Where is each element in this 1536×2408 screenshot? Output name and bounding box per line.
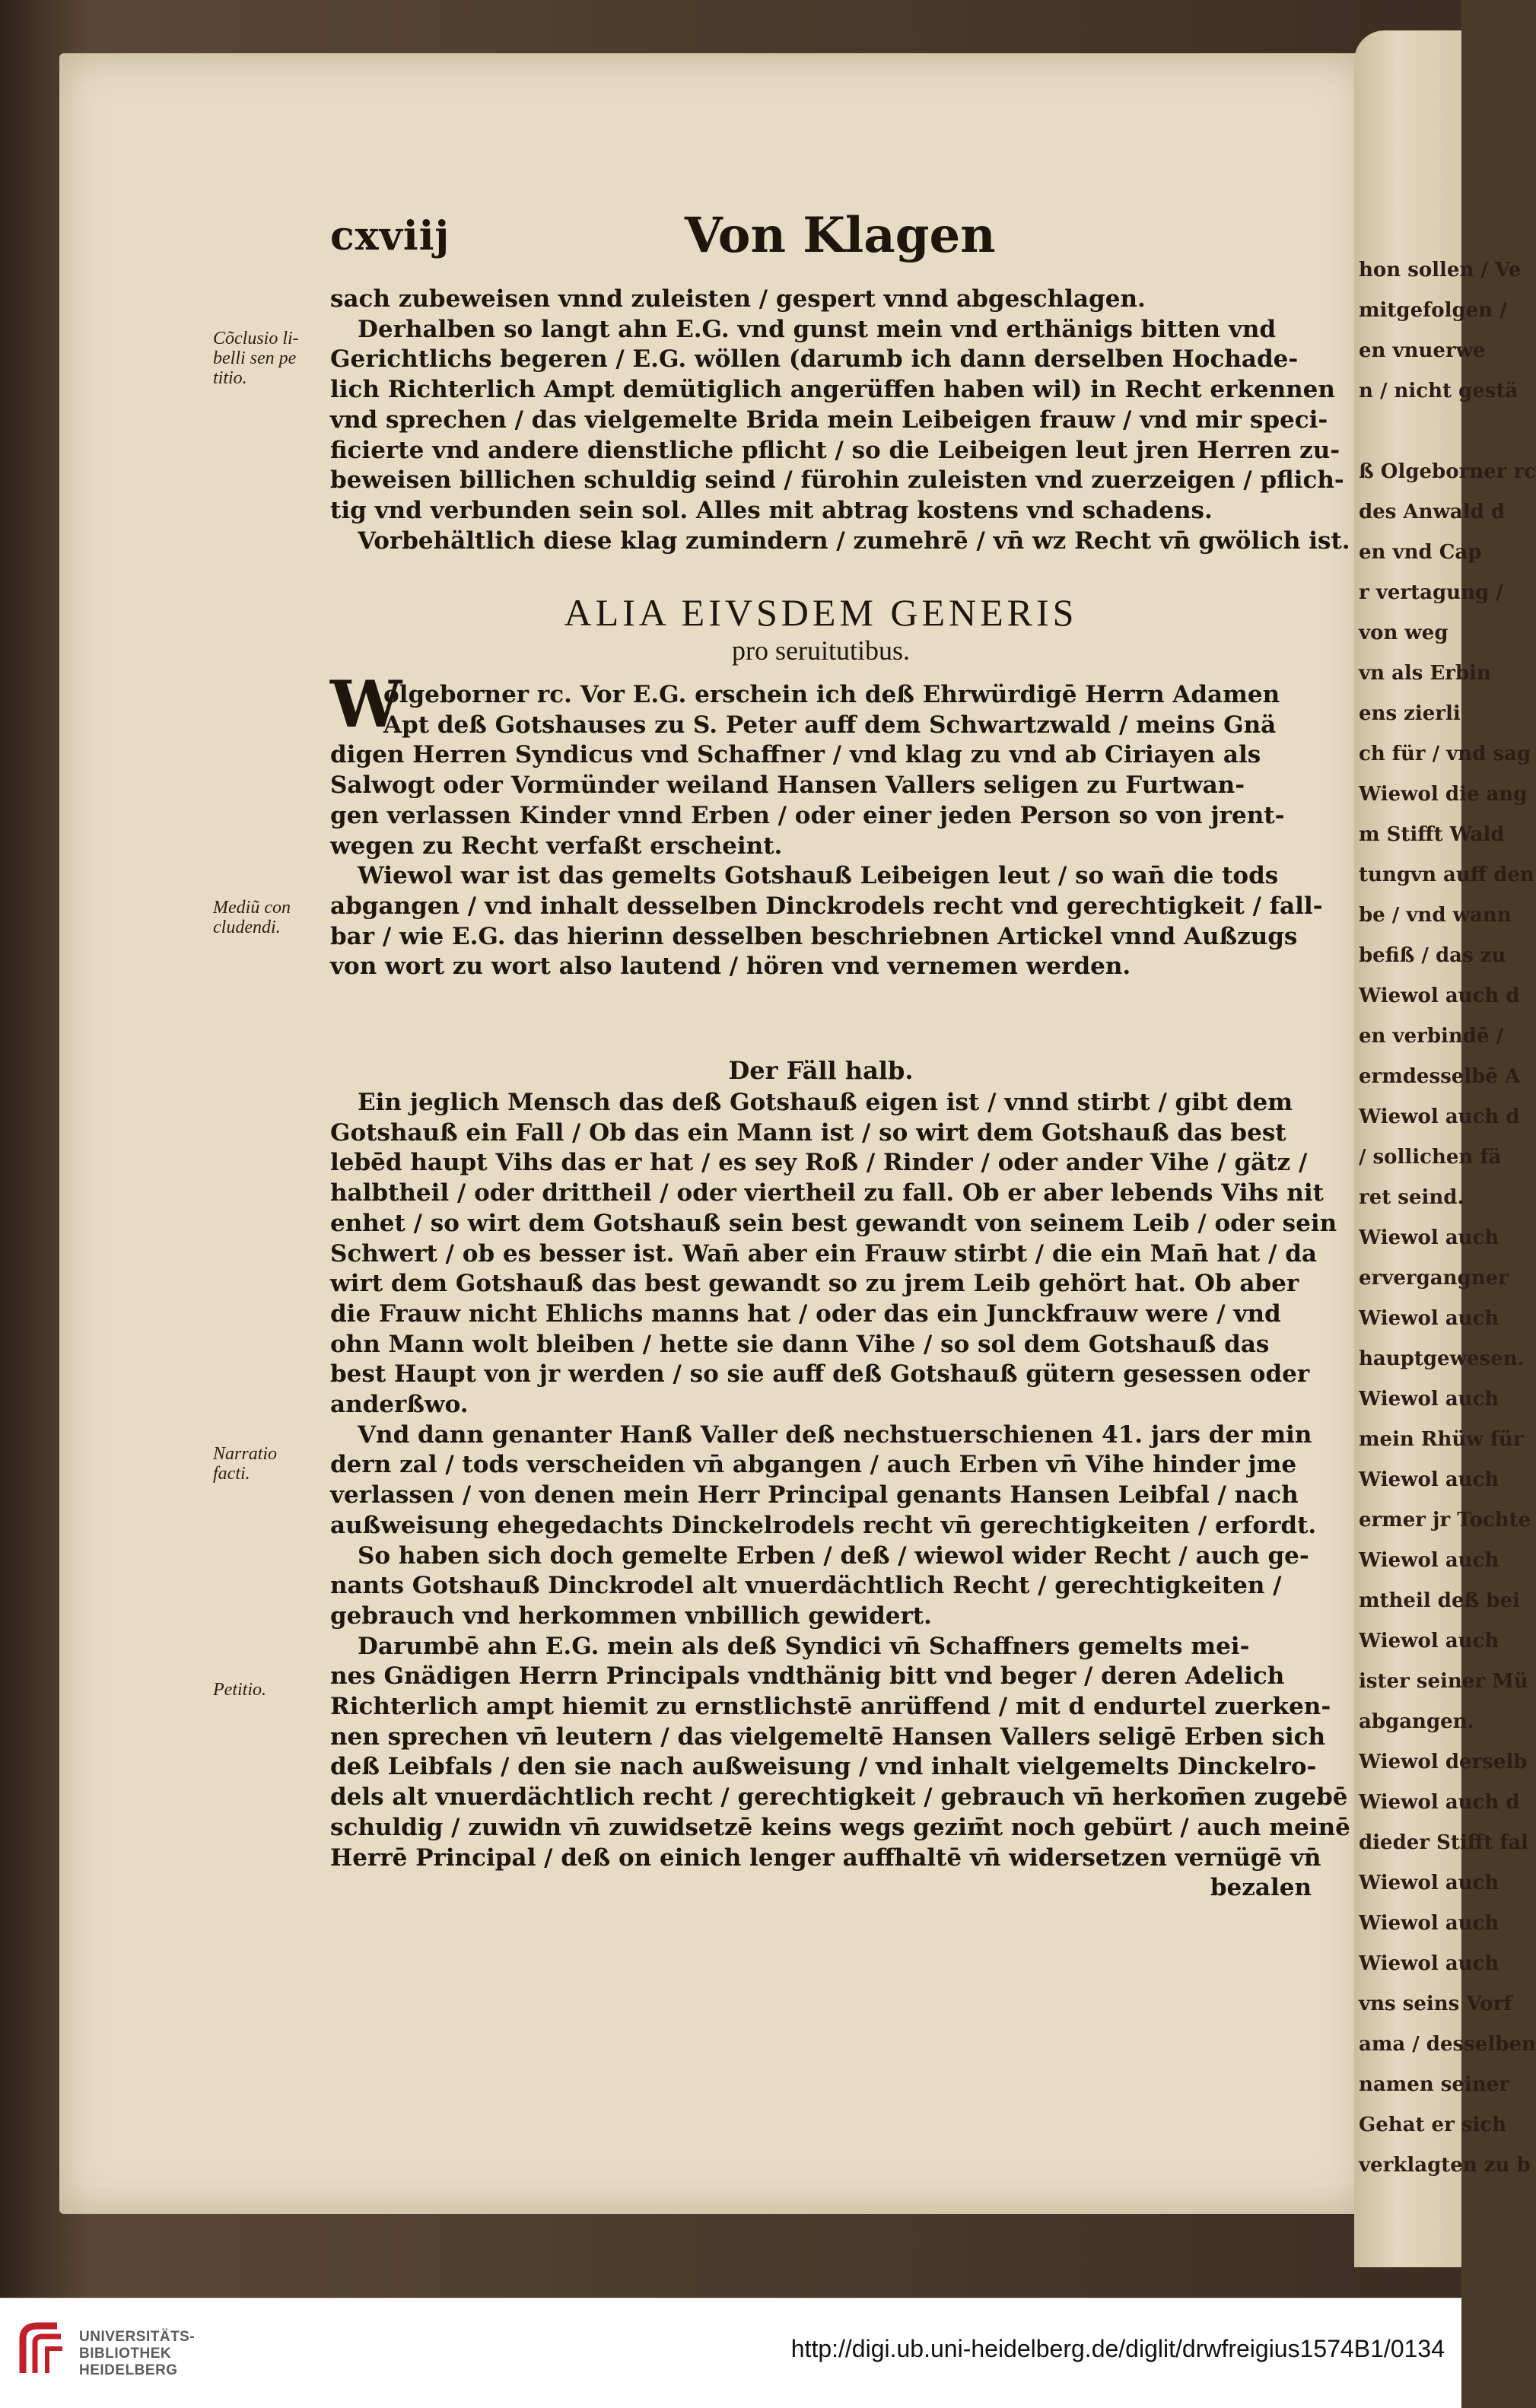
text-block-1	[330, 285, 1350, 556]
text-line: Narratio	[213, 1444, 278, 1464]
side-page-line: Wiewol auch	[1359, 1952, 1499, 1975]
text-line: beweisen billichen schuldig seind / fürohin zuleisten vnd zuerzeigen / pflich-	[330, 466, 1344, 495]
side-page-line: abgangen.	[1359, 1710, 1474, 1733]
text-line: Gerichtlichs begeren / E.G. wöllen (darumb ich dann derselben Hochade-	[330, 345, 1299, 374]
text-line: gebrauch vnd herkommen vnbillich gewidert.	[330, 1602, 932, 1630]
side-page-line: / sollichen fä	[1359, 1146, 1502, 1169]
side-page-line: Wiewol auch	[1359, 1468, 1499, 1491]
text-line: sach zubeweisen vnnd zuleisten / gespert vnnd abgeschlagen.	[330, 285, 1146, 313]
text-line: die Frauw nicht Ehlichs manns hat / oder das ein Junckfrauw were / vnd	[330, 1299, 1281, 1328]
marginal-note-medium	[213, 898, 335, 937]
side-page-line: Wiewol auch	[1359, 1388, 1499, 1411]
side-page-line: verklagten zu b	[1359, 2154, 1531, 2177]
side-page-line: Wiewol auch	[1359, 1912, 1499, 1935]
side-page-line: n / nicht gestä	[1359, 380, 1519, 402]
text-line: ohn Mann wolt bleiben / hette sie dann Vihe / so sol dem Gotshauß das	[330, 1330, 1270, 1358]
text-line: wegen zu Recht verfaßt erscheint.	[330, 832, 783, 860]
marginal-note-conclusio	[213, 329, 335, 388]
text-line: Mediũ con	[213, 898, 291, 918]
side-page-line: Wiewol auch	[1359, 1226, 1499, 1249]
side-page-line: befiß / das zu	[1359, 944, 1506, 967]
side-page-line: ß Olgeborner rc	[1359, 460, 1536, 483]
text-line: abgangen / vnd inhalt desselben Dinckrodels recht vnd gerechtigkeit / fall-	[330, 892, 1323, 920]
side-page-line: von weg	[1359, 622, 1449, 644]
side-page-line: en vnuerwe	[1359, 339, 1486, 362]
side-page-line: dieder Stifft fal	[1359, 1831, 1529, 1854]
text-line: tig vnd verbunden sein sol. Alles mit abtrag kostens vnd schadens.	[330, 496, 1213, 524]
side-page-line: ermer jr Tochte	[1359, 1509, 1531, 1532]
adjacent-page-bleed	[1354, 30, 1536, 2267]
side-page-line: Wiewol auch	[1359, 1549, 1499, 1572]
text-line: Derhalben so langt ahn E.G. vnd gunst mein vnd erthänigs bitten vnd	[358, 315, 1277, 343]
text-line: nen sprechen vn̄ leutern / das vielgemeltē Hansen Vallers seligē Erben sich	[330, 1722, 1326, 1751]
side-page-line: mtheil deß bei	[1359, 1589, 1520, 1612]
text-line: cludendi.	[213, 918, 281, 937]
side-page-line: vns seins Vorf	[1359, 1993, 1512, 2015]
text-line: Salwogt oder Vormünder weiland Hansen Vallers seligen zu Furtwan-	[330, 771, 1245, 800]
marginal-note-petitio	[213, 1680, 335, 1700]
text-line: belli sen pe	[213, 348, 297, 368]
text-line: Gotshauß ein Fall / Ob das ein Mann ist / so wirt dem Gotshauß das best	[330, 1118, 1286, 1147]
university-library-logo-text	[79, 2329, 195, 2379]
folio-number: cxviij	[330, 213, 450, 259]
side-page-line: vn als Erbin	[1359, 662, 1491, 685]
side-page-line: Wiewol auch	[1359, 1872, 1499, 1894]
text-line: So haben sich doch gemelte Erben / deß / wiewol wider Recht / auch ge-	[358, 1541, 1309, 1570]
text-block-3	[330, 1088, 1350, 1904]
side-page-line: namen seiner	[1359, 2073, 1509, 2096]
side-page-line: en vnd Cap	[1359, 541, 1482, 564]
text-line: Vorbehältlich diese klag zumindern / zumehrē / vn̄ wz Recht vn̄ gwölich ist.	[358, 526, 1350, 555]
side-page-line: Wiewol auch d	[1359, 985, 1520, 1007]
text-line: verlassen / von denen mein Herr Principal genants Hansen Leibfal / nach	[330, 1481, 1299, 1509]
text-line: Apt deß Gotshauses zu S. Peter auff dem Schwartzwald / meins Gnä	[383, 711, 1277, 739]
side-page-line: hauptgewesen.	[1359, 1347, 1525, 1370]
source-url[interactable]: http://digi.ub.uni-heidelberg.de/diglit/drwfreigius1574B1/0134	[790, 2335, 1445, 2362]
side-page-line: Wiewol auch	[1359, 1630, 1499, 1653]
text-line: ficierte vnd andere dienstliche pflicht / so die Leibeigen leut jren Herren zu-	[330, 436, 1340, 464]
text-line: digen Herren Syndicus vnd Schaffner / vnd klag zu vnd ab Ciriayen als	[330, 741, 1261, 769]
text-line: wirt dem Gotshauß das best gewandt so zu jrem Leib gehört hat. Ob aber	[330, 1270, 1299, 1298]
subhead-faell: Der Fäll halb.	[728, 1056, 914, 1085]
side-page-line: Wiewol auch	[1359, 1307, 1499, 1330]
text-line: anderßwo.	[330, 1391, 469, 1419]
drop-initial: W	[330, 666, 402, 742]
text-line: außweisung ehegedachts Dinckelrodels recht vn̄ gerechtigkeiten / erfordt.	[330, 1511, 1317, 1539]
footer-bar	[0, 2298, 1461, 2408]
text-line: Herrē Principal / deß on einich lenger auffhaltē vn̄ widersetzen vernügē vn̄	[330, 1843, 1321, 1872]
text-line: vnd sprechen / das vielgemelte Brida mein Leibeigen frauw / vnd mir speci-	[330, 406, 1328, 434]
side-page-line: en verbindē /	[1359, 1025, 1504, 1048]
side-page-line: ch für / vnd sag	[1359, 743, 1531, 765]
text-line: BIBLIOTHEK	[79, 2346, 172, 2362]
text-line: nants Gotshauß Dinckrodel alt vnuerdächtlich Recht / gerechtigkeiten /	[330, 1572, 1282, 1600]
side-page-line: ister seiner Mü	[1359, 1670, 1528, 1693]
side-page-line: ret seind.	[1359, 1186, 1464, 1209]
side-page-line: mein Rhüw für	[1359, 1428, 1524, 1451]
university-library-logo-icon	[15, 2320, 68, 2381]
text-line: halbtheil / oder drittheil / oder viertheil zu fall. Ob er aber lebends Vihs nit	[330, 1179, 1324, 1207]
side-page-line: des Anwald d	[1359, 501, 1506, 523]
text-line: Cõclusio li-	[213, 329, 299, 348]
text-line: Petitio.	[213, 1680, 266, 1700]
side-page-line: hon sollen / Ve	[1359, 259, 1522, 282]
text-line: gen verlassen Kinder vnnd Erben / oder einer jeden Person so von jrent-	[330, 801, 1285, 829]
text-line: Wiewol war ist das gemelts Gotshauß Leibeigen leut / so wan̄ die tods	[358, 862, 1279, 890]
text-line: von wort zu wort also lautend / hören vnd vernemen werden.	[330, 953, 1131, 981]
text-line: UNIVERSITÄTS-	[79, 2329, 196, 2345]
text-line: HEIDELBERG	[79, 2362, 178, 2378]
text-line: Darumbē ahn E.G. mein als deß Syndici vn̄ Schaffners gemelts mei-	[358, 1632, 1250, 1660]
text-line: best Haupt von jr werden / so sie auff deß Gotshauß gütern gesessen oder	[330, 1360, 1310, 1388]
side-page-line: Wiewol derselb	[1359, 1751, 1528, 1773]
side-page-line: mitgefolgen /	[1359, 299, 1507, 322]
text-line: Vnd dann genanter Hanß Valler deß nechstuerschienen 41. jars der min	[358, 1420, 1312, 1449]
text-line: enhet / so wirt dem Gotshauß sein best gewandt von seinem Leib / oder sein	[330, 1209, 1337, 1237]
side-page-line: ama / desselben	[1359, 2033, 1536, 2056]
side-page-line: Gehat er sich	[1359, 2114, 1507, 2136]
text-line: dels alt vnuerdächtlich recht / gerechtigkeit / gebrauch vn̄ herkom̄en zugebē	[330, 1783, 1348, 1812]
section-subheading: pro seruitutibus.	[732, 635, 910, 666]
text-line: facti.	[213, 1464, 250, 1484]
text-line: Richterlich ampt hiemit zu ernstlichstē anrüffend / mit d endurtel zuerken-	[330, 1693, 1331, 1721]
text-block-2	[330, 680, 1323, 982]
side-page-line: m Stifft Wald	[1359, 823, 1505, 846]
side-page-line: r vertagung /	[1359, 581, 1503, 604]
text-line: deß Leibfals / den sie nach außweisung / vnd inhalt vielgemelts Dinckelro-	[330, 1753, 1317, 1781]
text-line: lebēd haupt Vihs das er hat / es sey Roß / Rinder / oder ander Vihe / gätz /	[330, 1149, 1308, 1177]
text-line: schuldig / zuwidn vn̄ zuwidsetzē keins wegs gezim̄t noch gebürt / auch meinē	[330, 1813, 1350, 1841]
text-line: lich Richterlich Ampt demütiglich angerüffen haben wil) in Recht erkennen	[330, 376, 1335, 404]
text-line: titio.	[213, 368, 247, 388]
text-line: dern zal / tods verscheiden vn̄ abgangen / auch Erben vn̄ Vihe hinder jme	[330, 1451, 1297, 1479]
text-line: nes Gnädigen Herrn Principals vndthänig bitt vnd beger / deren Adelich	[330, 1662, 1285, 1691]
text-line: bezalen	[1210, 1874, 1312, 1902]
text-line: bar / wie E.G. das hierinn desselben beschriebnen Artickel vnnd Außzugs	[330, 922, 1298, 950]
side-page-line: ens zierli	[1359, 702, 1461, 725]
section-heading: ALIA EIVSDEM GENERIS	[564, 591, 1078, 634]
marginal-note-narratio	[213, 1444, 335, 1484]
side-page-line: be / vnd wann	[1359, 904, 1512, 927]
side-page-line: Wiewol auch d	[1359, 1105, 1520, 1128]
text-line: Schwert / ob es besser ist. Wan̄ aber ein Frauw stirbt / die ein Man̄ hat / da	[330, 1239, 1317, 1268]
running-head: Von Klagen	[685, 207, 996, 264]
side-page-line: tungvn auff den	[1359, 864, 1534, 886]
side-page-line: Wiewol die ang	[1359, 783, 1528, 806]
side-page-line: ermdesselbē A	[1359, 1065, 1521, 1088]
side-page-line: Wiewol auch d	[1359, 1791, 1520, 1814]
side-page-line: ervergangner	[1359, 1267, 1509, 1290]
text-line: Ein jeglich Mensch das deß Gotshauß eigen ist / vnnd stirbt / gibt dem	[358, 1089, 1293, 1116]
text-line: olgeborner rc. Vor E.G. erschein ich deß Ehrwürdigē Herrn Adamen	[383, 681, 1280, 708]
